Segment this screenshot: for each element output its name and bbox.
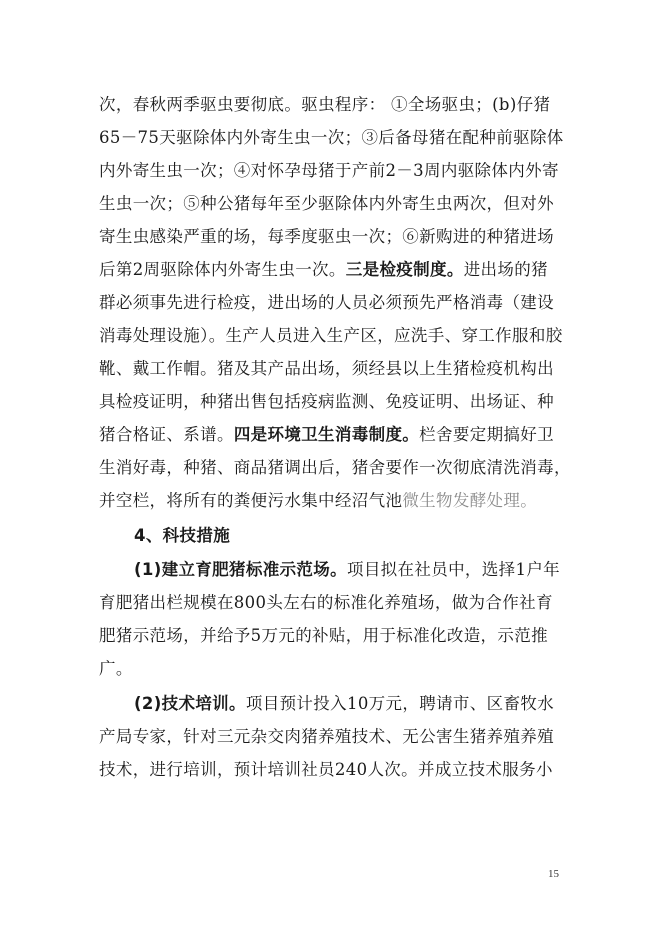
text-run: 猪合格证、系谱。	[99, 425, 234, 444]
text-run: 并空栏，将所有的粪便污水集中经沼气池	[99, 491, 403, 510]
text-run: 生虫一次；⑤种公猪每年至少驱除体内外寄生虫两次，但对外	[99, 194, 554, 213]
text-run: 消毒处理设施）。生产人员进入生产区，应洗手、穿工作服和胶	[99, 326, 563, 345]
text-line	[99, 189, 569, 219]
text-run: 技术，进行培训，预计培训社员240人次。并成立技术服务小	[99, 760, 553, 779]
page-number: 15	[548, 868, 559, 880]
text-run: 群必须事先进行检疫，进出场的人员必须预先严格消毒（建设	[99, 293, 554, 312]
paragraph-line	[99, 621, 569, 651]
bold-heading-inline: 四是环境卫生消毒制度。	[233, 425, 420, 444]
text-run: 广。	[99, 659, 133, 678]
text-line	[99, 156, 569, 186]
paragraph-line	[134, 555, 569, 585]
paragraph-line	[99, 654, 569, 684]
text-line	[99, 321, 569, 351]
text-run: 栏舍要定期搞好卫	[419, 425, 554, 444]
text-line	[99, 288, 569, 318]
paragraph-title: (2)技术培训。	[134, 694, 246, 713]
text-run: 项目预计投入10万元，聘请市、区畜牧水	[245, 694, 555, 713]
paragraph-line	[99, 722, 569, 752]
text-line	[99, 420, 569, 450]
text-run: 内外寄生虫一次；④对怀孕母猪于产前2－3周内驱除体内外寄	[99, 161, 559, 180]
text-run-faded: 微生物发酵处理。	[402, 491, 538, 510]
text-line	[99, 486, 569, 516]
paragraph-line	[99, 755, 569, 785]
text-line	[99, 90, 569, 120]
text-line	[99, 222, 569, 252]
paragraph-line	[134, 689, 569, 719]
text-run: 次，春秋两季驱虫要彻底。驱虫程序： ①全场驱虫；(b)仔猪	[99, 95, 551, 114]
paragraph-line	[99, 588, 569, 618]
text-run: 65－75天驱除体内外寄生虫一次；③后备母猪在配种前驱除体	[99, 128, 564, 147]
text-run: 生消好毒，种猪、商品猪调出后，猪舍要作一次彻底清洗消毒，	[99, 458, 571, 477]
section-heading: 4、科技措施	[134, 526, 231, 545]
text-run: 育肥猪出栏规模在800头左右的标准化养殖场，做为合作社育	[99, 593, 553, 612]
text-run: 靴、戴工作帽。猪及其产品出场，须经县以上生猪检疫机构出	[99, 359, 554, 378]
text-line	[99, 453, 569, 483]
paragraph-title: (1)建立育肥猪标准示范场。	[134, 560, 347, 579]
text-run: 寄生虫感染严重的场，每季度驱虫一次；⑥新购进的种猪进场	[99, 227, 554, 246]
text-line	[99, 354, 569, 384]
text-run: 具检疫证明，种猪出售包括疫病监测、免疫证明、出场证、种	[99, 392, 554, 411]
text-run: 进出场的猪	[463, 260, 548, 279]
text-line	[99, 123, 569, 153]
bold-heading-inline: 三是检疫制度。	[345, 260, 464, 279]
text-run: 项目拟在社员中，选择1户年	[346, 560, 561, 579]
text-line	[99, 255, 569, 285]
text-run: 肥猪示范场，并给予5万元的补贴，用于标准化改造，示范推	[99, 626, 548, 645]
text-line	[99, 387, 569, 417]
text-run: 后第2周驱除体内外寄生虫一次。	[99, 260, 346, 279]
text-run: 产局专家，针对三元杂交肉猪养殖技术、无公害生猪养殖养殖	[99, 727, 554, 746]
